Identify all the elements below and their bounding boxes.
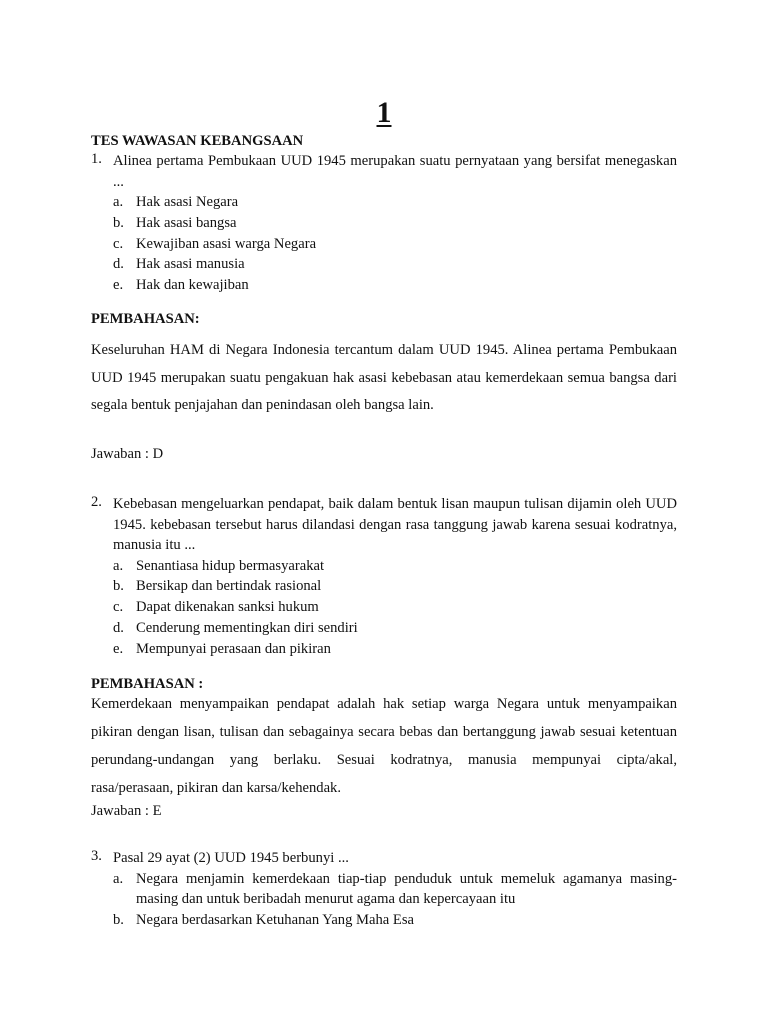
option (113, 192, 677, 213)
question-text: Pasal 29 ayat (2) UUD 1945 berbunyi ... (113, 850, 349, 866)
option-text: Mempunyai perasaan dan pikiran (136, 640, 331, 657)
question-3 (91, 848, 677, 931)
option-text: Kewajiban asasi warga Negara (136, 235, 317, 252)
option-letter: b. (113, 912, 124, 929)
option-letter: e. (113, 640, 124, 657)
option-text: Hak dan kewajiban (136, 277, 249, 294)
option-text: Hak asasi manusia (136, 256, 245, 273)
question-text: Alinea pertama Pembukaan UUD 1945 merupakan suatu pernyataan yang bersifat menegaskan ... (113, 153, 677, 190)
options-list (113, 556, 677, 660)
question-text: Kebebasan mengeluarkan pendapat, baik dalam bentuk lisan maupun tulisan dijamin oleh UUD 1945. kebebasan tersebut harus dilandasi dengan rasa tanggung jawab karena sesuai kodratnya, manusia itu ... (113, 496, 677, 553)
option-letter: b. (113, 578, 124, 595)
question-number: 2. (91, 494, 102, 510)
options-list (113, 869, 677, 931)
options-list (113, 192, 677, 296)
option (113, 556, 677, 577)
option (113, 234, 677, 255)
discussion-heading: PEMBAHASAN: (91, 311, 200, 327)
option-text: Bersikap dan bertindak rasional (136, 578, 322, 595)
option-text: Hak asasi Negara (136, 194, 239, 210)
question-2 (91, 494, 677, 659)
option-text: Cenderung mementingkan diri sendiri (136, 619, 358, 636)
option (113, 618, 677, 639)
option (113, 597, 677, 618)
question-number: 3. (91, 848, 102, 864)
option (113, 275, 677, 296)
answer-key: Jawaban : E (91, 803, 162, 819)
question-1 (91, 151, 677, 296)
option (113, 254, 677, 275)
option-letter: a. (113, 870, 124, 887)
option-letter: e. (113, 277, 124, 294)
option (113, 639, 677, 660)
option-letter: a. (113, 557, 124, 574)
option-text: Negara berdasarkan Ketuhanan Yang Maha Esa (136, 912, 414, 929)
option (113, 869, 677, 911)
option-letter: c. (113, 599, 124, 616)
option-letter: c. (113, 235, 124, 252)
option-text: Hak asasi bangsa (136, 214, 237, 231)
discussion-text: Kemerdekaan menyampaikan pendapat adalah hak setiap warga Negara untuk menyampaikan pikiran dengan lisan, tulisan dan sebagainya secara bebas dan bertanggung jawab sesuai ketentuan perundang-undangan yang berlaku. Sesuai kodratnya, manusia mempunyai cipta/akal, rasa/perasaan, pikiran dan karsa/kehendak. (91, 696, 677, 796)
option-letter: a. (113, 194, 124, 210)
page-number: 1 (376, 96, 392, 129)
option-letter: b. (113, 214, 124, 231)
question-number: 1. (91, 151, 102, 167)
option-text: Senantiasa hidup bermasyarakat (136, 557, 325, 574)
document-title: TES WAWASAN KEBANGSAAN (91, 133, 304, 149)
answer-key: Jawaban : D (91, 446, 164, 462)
discussion-text: Keseluruhan HAM di Negara Indonesia tercantum dalam UUD 1945. Alinea pertama Pembukaan UUD 1945 merupakan suatu pengakuan hak asasi kebebasan atau kemerdekaan semua bangsa dari segala bentuk penjajahan dan penindasan oleh bangsa lain. (91, 342, 677, 413)
option-letter: d. (113, 619, 124, 636)
option-text: Negara menjamin kemerdekaan tiap-tiap penduduk untuk memeluk agamanya masing-masing dan untuk beribadah menurut agama dan kepercayaan itu (136, 870, 677, 908)
option-letter: d. (113, 256, 124, 273)
option (113, 576, 677, 597)
discussion-heading: PEMBAHASAN : (91, 676, 204, 692)
option (113, 213, 677, 234)
option (113, 910, 677, 931)
option-text: Dapat dikenakan sanksi hukum (136, 599, 319, 616)
